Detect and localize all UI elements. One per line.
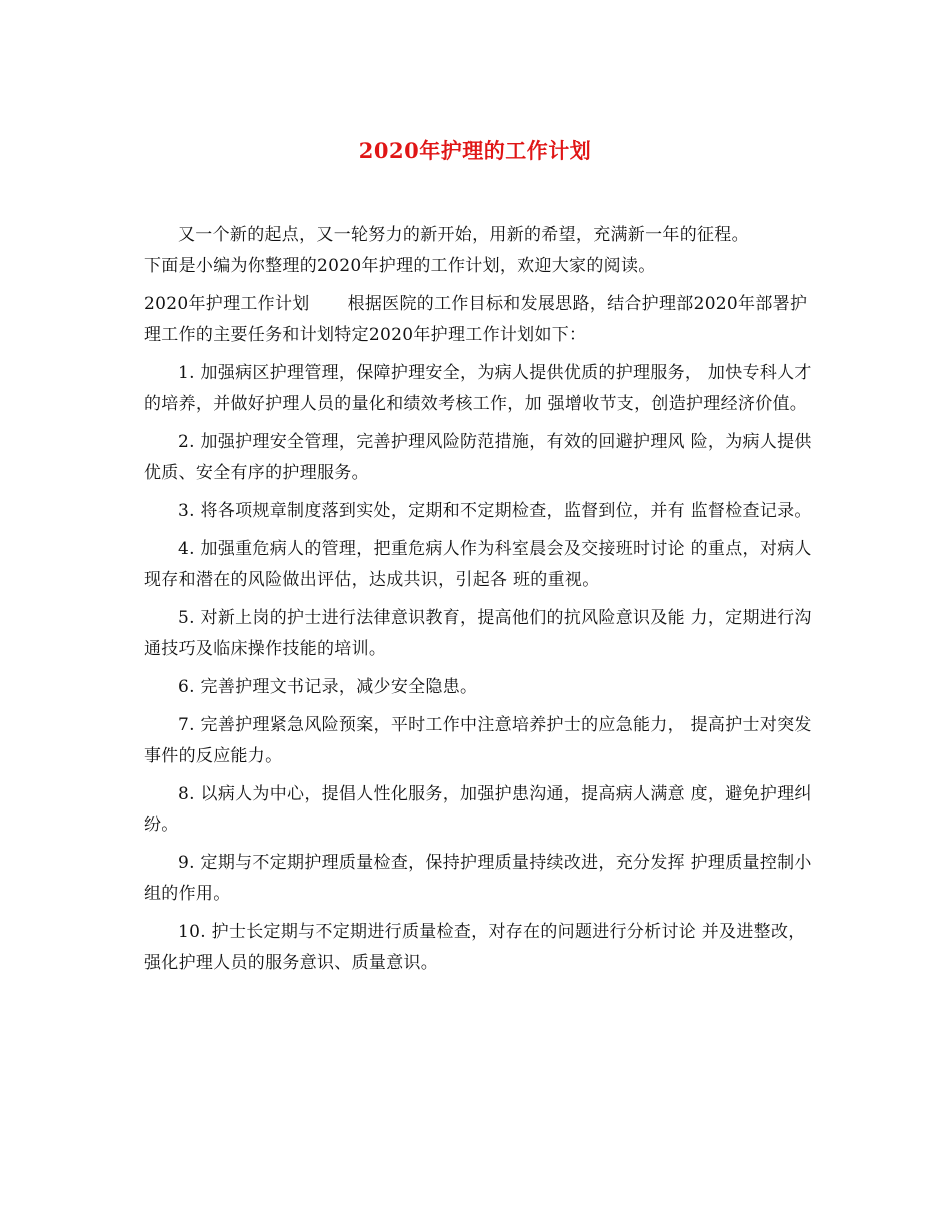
- plan-item-3: 3. 将各项规章制度落到实处，定期和不定期检查，监督到位，并有 监督检查记录。: [178, 501, 812, 521]
- plan-item-7: 7. 完善护理紧急风险预案，平时工作中注意培养护士的应急能力， 提高护士对突发事件的反应能力。: [144, 715, 812, 766]
- plan-item-5: 5. 对新上岗的护士进行法律意识教育，提高他们的抗风险意识及能 力，定期进行沟通技巧及临床操作技能的培训。: [144, 608, 812, 659]
- intro-paragraph-line-1: 又一个新的起点，又一轮努力的新开始，用新的希望，充满新一年的征程。: [178, 225, 749, 245]
- plan-item-6: 6. 完善护理文书记录，减少安全隐患。: [178, 677, 478, 697]
- plan-item-4: 4. 加强重危病人的管理，把重危病人作为科室晨会及交接班时讨论 的重点，对病人现存和潜在的风险做出评估，达成共识，引起各 班的重视。: [144, 539, 812, 590]
- document-title: 2020年护理的工作计划: [358, 138, 592, 163]
- plan-item-2: 2. 加强护理安全管理，完善护理风险防范措施，有效的回避护理风 险，为病人提供优质、安全有序的护理服务。: [144, 432, 812, 483]
- intro-paragraph-line-2: 下面是小编为你整理的2020年护理的工作计划，欢迎大家的阅读。: [144, 256, 656, 276]
- plan-item-10: 10. 护士长定期与不定期进行质量检查，对存在的问题进行分析讨论 并及进整改，强化护理人员的服务意识、质量意识。: [144, 922, 806, 973]
- plan-item-8: 8. 以病人为中心，提倡人性化服务，加强护患沟通，提高病人满意 度，避免护理纠纷。: [144, 784, 812, 835]
- plan-item-1: 1. 加强病区护理管理，保障护理安全，为病人提供优质的护理服务， 加快专科人才的培养，并做好护理人员的量化和绩效考核工作，加 强增收节支，创造护理经济价值。: [144, 363, 812, 414]
- plan-intro-text: 根据医院的工作目标和发展思路，结合护理部2020年部署护理工作的主要任务和计划特定2020年护理工作计划如下：: [144, 294, 808, 345]
- document-body: [144, 220, 814, 986]
- plan-heading: 2020年护理工作计划: [144, 294, 310, 314]
- plan-item-9: 9. 定期与不定期护理质量检查，保持护理质量持续改进，充分发挥 护理质量控制小组的作用。: [144, 853, 812, 904]
- plan-intro-paragraph: [144, 289, 814, 351]
